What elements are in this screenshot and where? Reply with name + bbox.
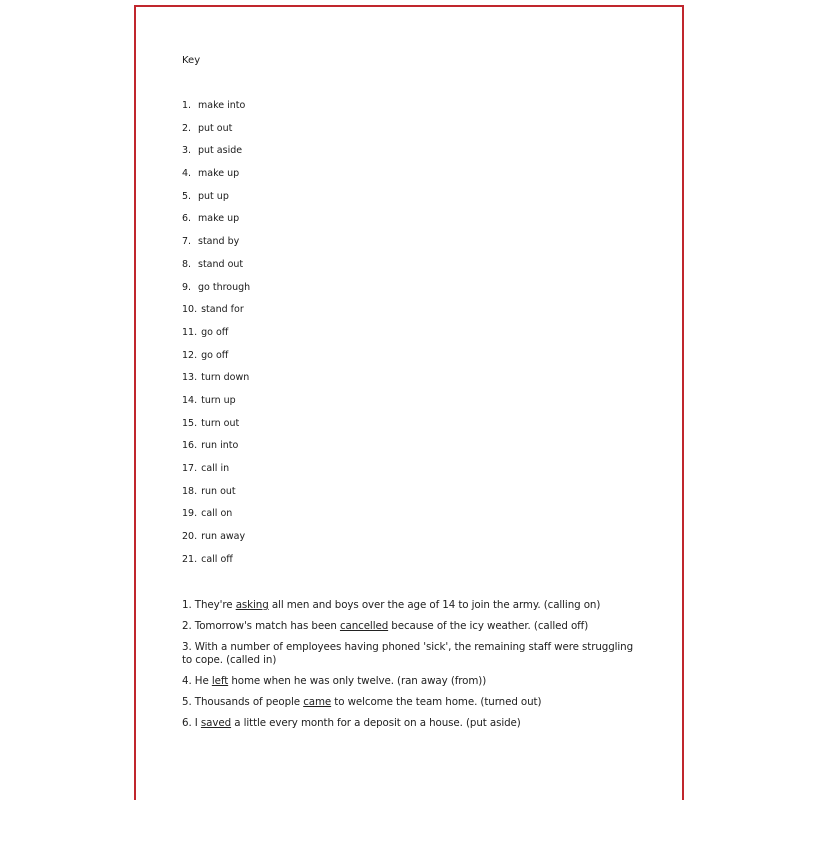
key-item-number: 17. — [182, 463, 198, 474]
key-item — [182, 145, 250, 168]
key-item-text: run away — [201, 531, 246, 543]
key-item-number: 15. — [182, 417, 198, 429]
key-item-text: make up — [198, 213, 240, 225]
key-item-text: run out — [201, 485, 236, 497]
key-item — [182, 213, 250, 236]
key-item-text: stand by — [198, 236, 240, 248]
key-item-number: 7. — [182, 236, 192, 248]
key-item-number: 4. — [182, 168, 192, 180]
key-item-number: 19. — [182, 508, 198, 520]
underlined-word: left — [211, 675, 229, 687]
key-item-text: put aside — [198, 145, 243, 157]
answer-sentence — [182, 641, 642, 667]
key-item-text: make into — [198, 100, 246, 111]
key-item-text: turn out — [201, 417, 240, 429]
sentence-text: 4. He — [182, 675, 212, 687]
key-item-number: 12. — [182, 349, 198, 361]
key-item — [182, 304, 250, 327]
key-item-number: 3. — [182, 145, 192, 157]
key-item-text: put up — [198, 190, 229, 202]
key-item — [182, 350, 250, 373]
key-item-number: 14. — [182, 394, 198, 406]
key-item — [182, 554, 250, 577]
key-item — [182, 531, 250, 554]
sentence-text: to welcome the team home. (turned out) — [331, 696, 542, 708]
key-item-text: run into — [201, 440, 239, 452]
sentence-text: all men and boys over the age of 14 to join the army. (calling on) — [268, 599, 601, 611]
key-item-number: 13. — [182, 372, 198, 384]
sentence-text: 3. With a number of employees having phoned 'sick', the remaining staff were struggling to cope. (called in) — [182, 641, 634, 666]
key-item-text: turn down — [201, 372, 250, 384]
key-item — [182, 191, 250, 214]
document-page — [134, 5, 684, 800]
answer-sentence — [182, 599, 642, 612]
key-item — [182, 418, 250, 441]
sentence-text: 6. I — [182, 717, 201, 729]
key-item — [182, 259, 250, 282]
key-item-text: call off — [201, 553, 233, 565]
key-item-text: stand for — [201, 304, 244, 316]
answer-sentence — [182, 717, 642, 730]
key-item — [182, 508, 250, 531]
key-item-text: go off — [201, 326, 229, 338]
key-item-text: call on — [201, 508, 233, 520]
answer-sentences — [182, 599, 642, 738]
key-item — [182, 168, 250, 191]
key-item — [182, 395, 250, 418]
key-item-number: 16. — [182, 440, 198, 452]
key-item — [182, 440, 250, 463]
sentence-text: home when he was only twelve. (ran away (from)) — [228, 675, 487, 687]
key-item-number: 20. — [182, 531, 198, 543]
answer-sentence — [182, 620, 642, 633]
underlined-word: asking — [235, 599, 269, 611]
key-list — [182, 100, 250, 576]
key-item-text: make up — [198, 168, 240, 180]
key-item — [182, 123, 250, 146]
underlined-word: cancelled — [339, 620, 389, 632]
key-item — [182, 372, 250, 395]
key-item-number: 8. — [182, 258, 192, 270]
key-heading: Key — [182, 55, 201, 66]
key-item — [182, 236, 250, 259]
key-item-number: 11. — [182, 326, 198, 338]
answer-sentence — [182, 696, 642, 709]
sentence-text: 1. They're — [182, 599, 236, 611]
key-item-text: put out — [198, 122, 233, 134]
key-item-number: 10. — [182, 304, 198, 316]
sentence-text: a little every month for a deposit on a house. (put aside) — [231, 717, 521, 729]
answer-sentence — [182, 675, 642, 688]
key-item-text: stand out — [198, 258, 244, 270]
key-item-number: 18. — [182, 485, 198, 497]
underlined-word: came — [303, 696, 332, 708]
key-item — [182, 463, 250, 486]
key-item-number: 1. — [182, 100, 192, 111]
underlined-word: saved — [200, 717, 232, 729]
sentence-text: 5. Thousands of people — [182, 696, 304, 708]
key-item-text: turn up — [201, 394, 236, 406]
key-item-text: call in — [201, 463, 230, 474]
key-item-number: 5. — [182, 190, 192, 202]
key-item — [182, 100, 250, 123]
key-item-number: 9. — [182, 281, 192, 293]
key-item-text: go off — [201, 349, 229, 361]
key-item — [182, 282, 250, 305]
key-item-number: 2. — [182, 122, 192, 134]
key-item-number: 6. — [182, 213, 192, 225]
key-item-number: 21. — [182, 553, 198, 565]
sentence-text: 2. Tomorrow's match has been — [182, 620, 340, 632]
key-item — [182, 486, 250, 509]
sentence-text: because of the icy weather. (called off) — [388, 620, 589, 632]
key-item-text: go through — [198, 281, 251, 293]
key-item — [182, 327, 250, 350]
